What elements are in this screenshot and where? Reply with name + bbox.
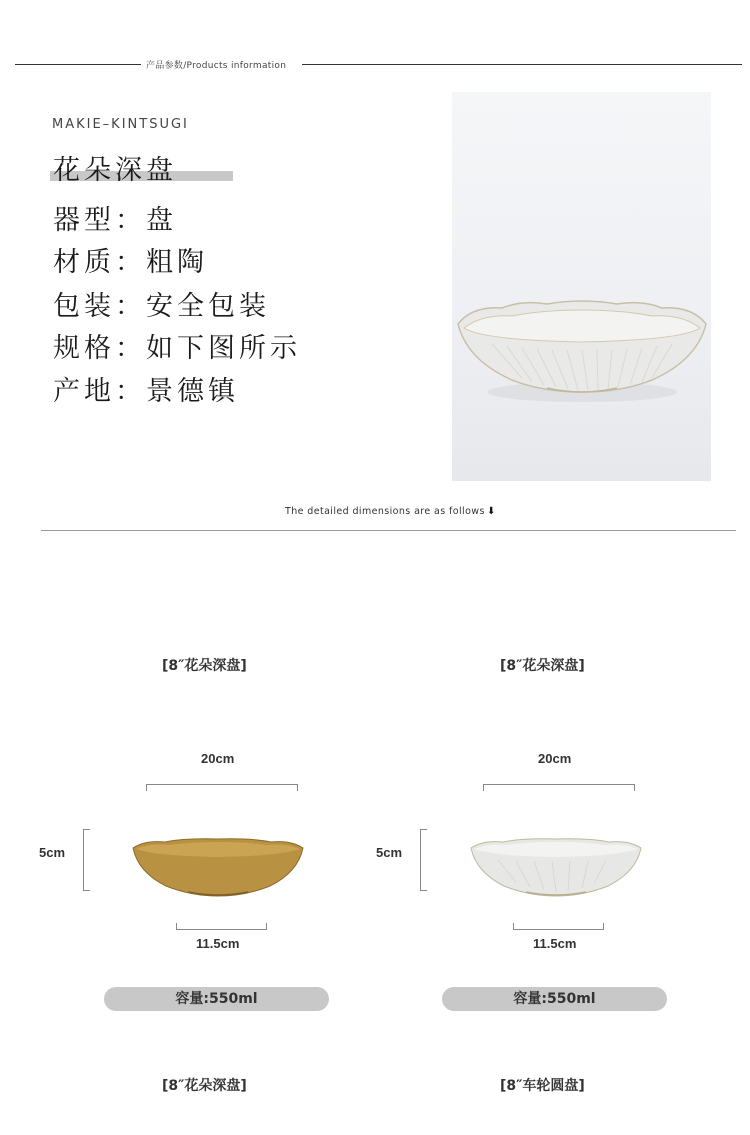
- base-bracket: [176, 923, 267, 930]
- bowl-illustration-white: [468, 836, 644, 898]
- spec-value: 景德镇: [146, 376, 239, 407]
- product-caption: [8″花朵深盘]: [500, 658, 585, 674]
- spec-label: 产地：: [53, 376, 146, 407]
- spec-row-material: [53, 240, 208, 279]
- brand-name: MAKIE–KINTSUGI: [52, 117, 189, 132]
- spec-value: 盘: [146, 205, 177, 236]
- header-label: 产品参数/Products information: [146, 61, 287, 71]
- capacity-pill: 容量:550ml: [442, 987, 667, 1011]
- height-bracket: [83, 829, 90, 891]
- spec-label: 材质：: [53, 247, 146, 278]
- header-rule-left: [15, 64, 141, 65]
- product-caption: [8″花朵深盘]: [162, 658, 247, 674]
- spec-row-packaging: [53, 284, 270, 323]
- spec-label: 包装：: [53, 291, 146, 322]
- spec-value: 粗陶: [146, 247, 208, 278]
- bowl-illustration-amber: [130, 836, 306, 898]
- spec-value: 如下图所示: [146, 333, 301, 364]
- base-label: 11.5cm: [196, 936, 240, 951]
- width-bracket: [483, 784, 635, 791]
- spec-label: 规格：: [53, 333, 146, 364]
- product-caption: [8″车轮圆盘]: [500, 1078, 585, 1094]
- height-bracket: [420, 829, 427, 891]
- base-bracket: [513, 923, 604, 930]
- height-label: 5cm: [376, 845, 403, 860]
- bowl-photo-illustration: [452, 92, 711, 481]
- header-rule-right: [302, 64, 742, 65]
- dimensions-note: The detailed dimensions are as follows: [285, 506, 485, 517]
- width-bracket: [146, 784, 298, 791]
- capacity-pill: 容量:550ml: [104, 987, 329, 1011]
- product-photo: [452, 92, 711, 481]
- spec-row-size: [53, 326, 301, 365]
- product-title: 花朵深盘: [53, 155, 177, 186]
- spec-row-origin: [53, 369, 239, 408]
- height-label: 5cm: [39, 845, 66, 860]
- spec-value: 安全包装: [146, 291, 270, 322]
- product-caption: [8″花朵深盘]: [162, 1078, 247, 1094]
- arrow-down-icon: ⬇: [487, 506, 496, 517]
- section-divider: [41, 530, 736, 531]
- spec-label: 器型：: [53, 205, 146, 236]
- base-label: 11.5cm: [533, 936, 577, 951]
- width-label: 20cm: [538, 751, 572, 766]
- width-label: 20cm: [201, 751, 235, 766]
- spec-row-type: [53, 198, 177, 237]
